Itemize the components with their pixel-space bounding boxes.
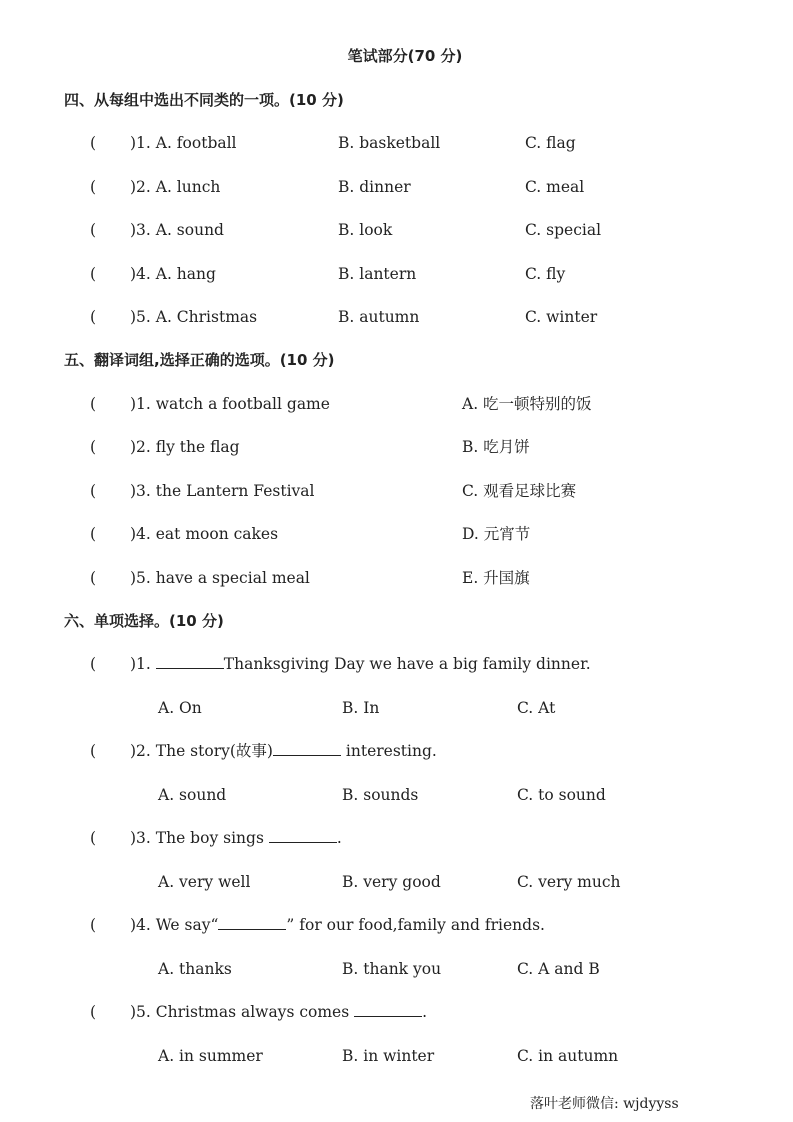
fill-blank[interactable] (156, 654, 224, 669)
fill-blank[interactable] (218, 915, 286, 930)
option-b: B. sounds (342, 786, 419, 804)
option-b: B. In (342, 699, 380, 717)
answer-box[interactable]: ( (90, 742, 97, 760)
option-b: B. thank you (342, 960, 442, 978)
answer-box[interactable]: ( (90, 569, 97, 587)
fill-blank[interactable] (269, 828, 337, 843)
question-text: )3. The boy sings (130, 829, 269, 847)
option-c: C. fly (525, 265, 566, 283)
option-a: A. On (158, 699, 202, 717)
answer-box[interactable]: ( (90, 265, 97, 283)
question (130, 915, 545, 935)
question-text: . (336, 829, 342, 847)
option-c: C. meal (525, 178, 585, 196)
question-option-a: )2. A. lunch (130, 178, 221, 196)
option-a: A. sound (158, 786, 227, 804)
question-text: ” for our food,family and friends. (286, 916, 545, 934)
translation-option: C. 观看足球比赛 (462, 482, 577, 500)
question (130, 828, 342, 848)
question-option-a: )1. A. football (130, 134, 237, 152)
phrase: )1. watch a football game (130, 395, 330, 413)
answer-box[interactable]: ( (90, 438, 97, 456)
phrase: )3. the Lantern Festival (130, 482, 315, 500)
question (130, 741, 437, 761)
answer-box[interactable]: ( (90, 829, 97, 847)
section-6-heading: 六、单项选择。(10 分) (64, 612, 224, 630)
section-4-heading: 四、从每组中选出不同类的一项。(10 分) (64, 91, 344, 109)
answer-box[interactable]: ( (90, 482, 97, 500)
section-5-heading: 五、翻译词组,选择正确的选项。(10 分) (64, 351, 335, 369)
fill-blank[interactable] (273, 741, 341, 756)
answer-box[interactable]: ( (90, 134, 97, 152)
question-text: )5. Christmas always comes (130, 1003, 355, 1021)
question-text: Thanksgiving Day we have a big family dinner. (223, 655, 591, 673)
option-c: C. very much (517, 873, 621, 891)
translation-option: B. 吃月饼 (462, 438, 530, 456)
answer-box[interactable]: ( (90, 395, 97, 413)
option-c: C. in autumn (517, 1047, 619, 1065)
question-text: interesting. (340, 742, 437, 760)
phrase: )2. fly the flag (130, 438, 240, 456)
answer-box[interactable]: ( (90, 525, 97, 543)
question-text: )1. (130, 655, 156, 673)
fill-blank[interactable] (354, 1002, 422, 1017)
footer-watermark: 落叶老师微信: wjdyyss (530, 1096, 679, 1112)
answer-box[interactable]: ( (90, 1003, 97, 1021)
answer-box[interactable]: ( (90, 916, 97, 934)
phrase: )4. eat moon cakes (130, 525, 279, 543)
question-text: )2. The story(故事) (130, 742, 273, 760)
option-c: C. to sound (517, 786, 606, 804)
option-c: C. winter (525, 308, 598, 326)
option-b: B. autumn (338, 308, 420, 326)
answer-box[interactable]: ( (90, 655, 97, 673)
question-text: . (422, 1003, 428, 1021)
translation-option: A. 吃一顿特别的饭 (462, 395, 592, 413)
translation-option: E. 升国旗 (462, 569, 530, 587)
question-option-a: )3. A. sound (130, 221, 224, 239)
answer-box[interactable]: ( (90, 178, 97, 196)
option-c: C. At (517, 699, 556, 717)
option-c: C. A and B (517, 960, 600, 978)
option-c: C. special (525, 221, 602, 239)
page-title: 笔试部分(70 分) (347, 47, 463, 65)
answer-box[interactable]: ( (90, 308, 97, 326)
option-a: A. very well (158, 873, 251, 891)
translation-option: D. 元宵节 (462, 525, 531, 543)
option-a: A. in summer (158, 1047, 263, 1065)
option-b: B. lantern (338, 265, 417, 283)
question-text: )4. We say“ (130, 916, 219, 934)
option-b: B. basketball (338, 134, 441, 152)
question (130, 1002, 427, 1022)
option-b: B. look (338, 221, 393, 239)
question-option-a: )4. A. hang (130, 265, 216, 283)
option-b: B. in winter (342, 1047, 435, 1065)
option-c: C. flag (525, 134, 576, 152)
option-a: A. thanks (158, 960, 232, 978)
question (130, 654, 591, 674)
option-b: B. dinner (338, 178, 411, 196)
answer-box[interactable]: ( (90, 221, 97, 239)
question-option-a: )5. A. Christmas (130, 308, 258, 326)
phrase: )5. have a special meal (130, 569, 310, 587)
option-b: B. very good (342, 873, 441, 891)
